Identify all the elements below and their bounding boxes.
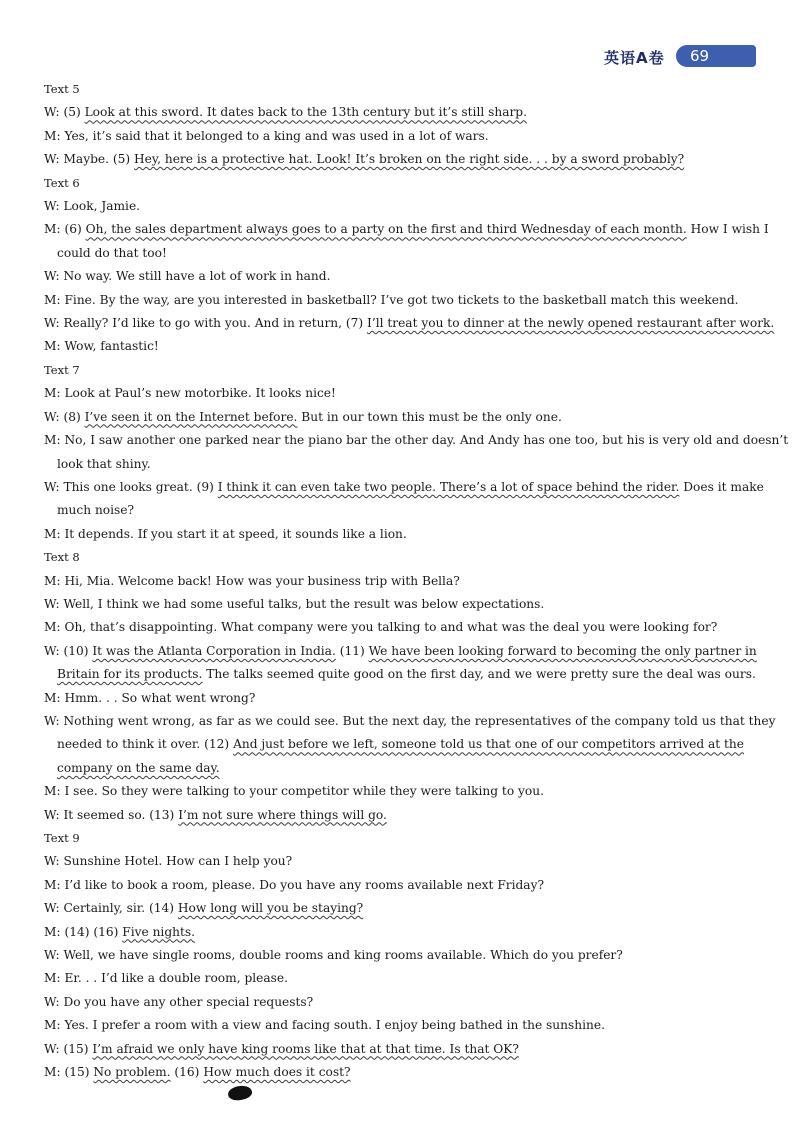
answer-key-text: Five nights. (122, 924, 196, 939)
dialogue-line (44, 1014, 716, 1037)
dialogue-line (44, 663, 756, 686)
answer-key-text: I’ve seen it on the Internet before. (84, 409, 298, 424)
page-number-badge (676, 45, 756, 67)
dialogue-line (44, 640, 757, 663)
dialogue-line (44, 312, 775, 335)
line-text: M: (14) (16) (44, 924, 123, 939)
dialogue-line (44, 733, 744, 756)
line-text: M: I see. So they were talking to your competitor while they were talking to you. (44, 784, 544, 799)
line-text: M: Look at Paul’s new motorbike. It looks nice! (44, 386, 336, 401)
dialogue-line (44, 289, 739, 312)
line-text: W: (15) (44, 1041, 93, 1056)
line-text: W: Certainly, sir. (14) (44, 901, 178, 916)
section-heading (44, 78, 716, 101)
dialogue-line (44, 499, 716, 522)
line-text: W: (8) (44, 409, 85, 424)
line-text: Does it make (679, 479, 764, 494)
dialogue-line (44, 148, 716, 171)
dialogue-line (44, 921, 716, 944)
line-text: M: I’d like to book a room, please. Do you have any rooms available next Friday? (44, 877, 544, 892)
line-text: W: Nothing went wrong, as far as we could see. But the next day, the representatives of the company told us that they (44, 713, 776, 728)
line-text: W: No way. We still have a lot of work in hand. (44, 269, 331, 284)
line-text: M: It depends. If you start it at speed, it sounds like a lion. (44, 526, 407, 541)
line-text: M: Hmm. . . So what went wrong? (44, 690, 256, 705)
answer-key-text: It was the Atlanta Corporation in India. (92, 643, 336, 658)
line-text: W: Sunshine Hotel. How can I help you? (44, 854, 293, 869)
dialogue-line (44, 406, 716, 429)
line-text: M: Yes. I prefer a room with a view and facing south. I enjoy being bathed in the sunshine. (44, 1018, 605, 1033)
answer-key-text: I’m afraid we only have king rooms like that at that time. Is that OK? (92, 1041, 519, 1056)
dialogue-line (44, 850, 716, 873)
answer-key-text: And just before we left, someone told us that one of our competitors arrived at the (233, 737, 744, 752)
line-text: W: Do you have any other special requests? (44, 994, 314, 1009)
line-text: Text 7 (44, 362, 80, 377)
answer-key-text: I think it can even take two people. There’s a lot of space behind the rider. (217, 479, 680, 494)
line-text: M: No, I saw another one parked near the piano bar the other day. And Andy has one too, but his is very old and doesn’t (44, 433, 789, 448)
page-header (600, 44, 760, 70)
line-text: needed to think it over. (12) (57, 737, 234, 752)
answer-key-text: I’ll treat you to dinner at the newly opened restaurant after work. (367, 316, 775, 331)
answer-key-text: How much does it cost? (203, 1065, 351, 1080)
line-text: M: Er. . . I’d like a double room, please. (44, 971, 288, 986)
line-text: M: Wow, fantastic! (44, 339, 159, 354)
line-text: much noise? (57, 503, 135, 518)
line-text: W: Really? I’d like to go with you. And in return, (7) (44, 316, 368, 331)
dialogue-line (44, 616, 716, 639)
dialogue-line (44, 991, 716, 1014)
dialogue-line (44, 125, 716, 148)
dialogue-line (44, 874, 716, 897)
line-text: M: (15) (44, 1065, 94, 1080)
line-text: M: (6) (44, 222, 86, 237)
dialogue-line (44, 804, 716, 827)
dialogue-line (44, 335, 716, 358)
dialogue-line (44, 195, 716, 218)
answer-key-text: We have been looking forward to becoming the only partner in (368, 643, 757, 658)
dialogue-line (44, 757, 716, 780)
dialogue-line (44, 382, 716, 405)
answer-key-text: Britain for its products. (57, 667, 203, 682)
dialogue-line (44, 453, 716, 476)
line-text: W: (10) (44, 643, 93, 658)
section-heading (44, 827, 716, 850)
dialogue-line (44, 967, 716, 990)
line-text: Text 6 (44, 175, 80, 190)
answer-key-text: No problem. (93, 1065, 171, 1080)
answer-key-text: Hey, here is a protective hat. Look! It’s broken on the right side. . . by a sword probably? (133, 152, 685, 167)
line-text: How I wish I (686, 222, 769, 237)
dialogue-line (44, 570, 716, 593)
dialogue-line (44, 476, 764, 499)
dialogue-line (44, 780, 716, 803)
answer-key-text: How long will you be staying? (177, 901, 364, 916)
dialogue-line (44, 593, 716, 616)
line-text: W: Maybe. (5) (44, 152, 134, 167)
section-heading (44, 546, 716, 569)
section-heading (44, 172, 716, 195)
dialogue-line (44, 218, 769, 241)
line-text: W: Well, I think we had some useful talks, but the result was below expectations. (44, 596, 545, 611)
line-text: M: Fine. By the way, are you interested in basketball? I’ve got two tickets to the basketball match this weekend. (44, 292, 739, 307)
line-text: M: Hi, Mia. Welcome back! How was your business trip with Bella? (44, 573, 460, 588)
dialogue-line (44, 1038, 716, 1061)
answer-key-text: I’m not sure where things will go. (178, 807, 387, 822)
line-text: (16) (170, 1065, 204, 1080)
transcript-body (44, 78, 789, 1084)
dialogue-line (44, 523, 716, 546)
section-heading (44, 359, 716, 382)
line-text: could do that too! (57, 245, 167, 260)
page-number: 69 (690, 47, 710, 65)
book-label: 英语A卷 (604, 49, 665, 67)
line-text: W: Look, Jamie. (44, 199, 141, 214)
answer-key-text: Oh, the sales department always goes to a party on the first and third Wednesday of each month. (85, 222, 687, 237)
line-text: W: It seemed so. (13) (44, 807, 179, 822)
dialogue-line (44, 944, 716, 967)
dialogue-line (44, 101, 716, 124)
dialogue-line (44, 897, 716, 920)
dialogue-line (44, 710, 776, 733)
dialogue-line (44, 265, 716, 288)
line-text: Text 5 (44, 82, 80, 96)
line-text: But in our town this must be the only one. (297, 409, 562, 424)
line-text: (11) (335, 643, 369, 658)
dialogue-line (44, 1061, 716, 1084)
line-text: The talks seemed quite good on the first day, and we were pretty sure the deal was ours. (202, 667, 756, 682)
dialogue-line (44, 429, 789, 452)
line-text: M: Oh, that’s disappointing. What company were you talking to and what was the deal you were looking for? (44, 620, 718, 635)
line-text: Text 9 (44, 831, 80, 845)
dialogue-line (44, 687, 716, 710)
ink-blot (227, 1084, 253, 1103)
dialogue-line (44, 242, 716, 265)
answer-key-text: company on the same day. (57, 760, 220, 775)
line-text: W: This one looks great. (9) (44, 479, 218, 494)
line-text: look that shiny. (57, 456, 151, 471)
line-text: W: (5) (44, 105, 85, 120)
line-text: W: Well, we have single rooms, double rooms and king rooms available. Which do you prefer? (44, 948, 623, 963)
answer-key-text: Look at this sword. It dates back to the 13th century but it’s still sharp. (84, 105, 527, 120)
line-text: M: Yes, it’s said that it belonged to a king and was used in a lot of wars. (44, 128, 489, 143)
line-text: Text 8 (44, 550, 80, 565)
